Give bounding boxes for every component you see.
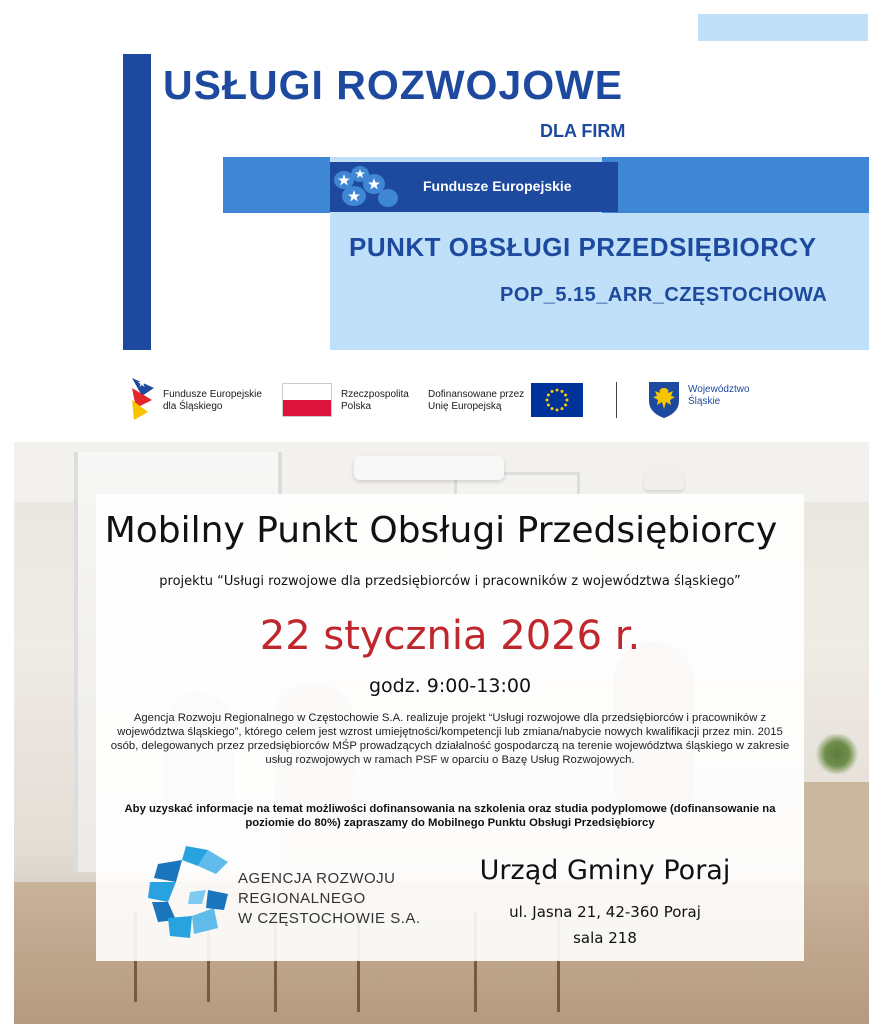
- header-vertical-bar: [123, 54, 151, 350]
- header-accent-box: [223, 157, 333, 213]
- fe-slask-text-1: Fundusze Europejskie: [163, 389, 262, 400]
- project-line: projektu “Usługi rozwojowe dla przedsiębiorców i pracowników z województwa śląskiego”: [159, 574, 741, 589]
- logo-divider: [616, 382, 617, 418]
- event-hours: godz. 9:00-13:00: [368, 675, 532, 697]
- punkt-code: POP_5.15_ARR_CZĘSTOCHOWA: [500, 284, 828, 306]
- eu-flag-icon: [531, 383, 583, 422]
- header-subtitle: DLA FIRM: [540, 121, 626, 141]
- photo-ac-unit: [354, 456, 504, 480]
- venue-address: ul. Jasna 21, 42-360 Poraj: [509, 903, 701, 921]
- header-title: USŁUGI ROZWOJOWE: [163, 62, 624, 108]
- slaskie-text-2: Śląskie: [688, 396, 721, 407]
- header-accent-box-right: [602, 157, 869, 213]
- fe-slask-text-2: dla Śląskiego: [163, 401, 223, 412]
- header-accent-strip: [698, 14, 868, 41]
- rp-text-2: Polska: [341, 401, 372, 412]
- eu-text-1: Dofinansowane przez: [428, 389, 525, 400]
- venue-room: sala 218: [573, 929, 637, 947]
- eu-band-label: Fundusze Europejskie: [423, 178, 572, 194]
- project-description: Agencja Rozwoju Regionalnego w Częstochowie S.A. realizuje projekt “Usługi rozwojowe dla przedsiębiorców i pracowników z województwa śląskiego”, którego celem jest wzrost umiejętności/kompetencji lub zmiana/nabycie nowych kwalifikacji przez min. 2015 osób, delegowanych przez przedsiębiorców MŚP prowadzących działalność gospodarczą na terenie województwa śląskiego w zakresie usług rozwojowych w ramach PSF w oparciu o Bazę Usług Rozwojowych.: [110, 712, 790, 766]
- eu-stars-logo-icon: [330, 162, 408, 212]
- rp-text-1: Rzeczpospolita: [341, 389, 409, 400]
- arr-logo: [146, 842, 232, 947]
- venue-name: Urząd Gminy Poraj: [479, 855, 731, 886]
- callout-text: Aby uzyskać informacje na temat możliwości dofinansowania na szkolenia oraz studia podyplomowe (dofinansowanie na poziomie do 80%) zapraszamy do Mobilnego Punktu Obsługi Przedsiębiorcy: [124, 803, 776, 829]
- fe-slask-logo-icon: [132, 378, 158, 420]
- slaskie-crest-icon: [648, 381, 680, 424]
- event-date: 22 stycznia 2026 r.: [259, 613, 641, 659]
- slaskie-text-1: Województwo: [688, 384, 750, 395]
- fe-slask-logo: [132, 378, 158, 425]
- eu-text-2: Unię Europejską: [428, 401, 502, 412]
- photo-shelf: [804, 782, 869, 882]
- photo-plant: [814, 734, 860, 774]
- arr-name-line1: AGENCJA ROZWOJU: [238, 870, 396, 887]
- arr-name: [238, 869, 421, 929]
- punkt-title: PUNKT OBSŁUGI PRZEDSIĘBIORCY: [349, 232, 817, 262]
- polish-flag-icon: [282, 383, 332, 417]
- arr-logo-icon: [146, 842, 232, 942]
- event-title: Mobilny Punkt Obsługi Przedsiębiorcy: [104, 510, 778, 551]
- arr-name-line2: REGIONALNEGO: [238, 890, 366, 907]
- arr-name-line3: W CZĘSTOCHOWIE S.A.: [238, 910, 421, 927]
